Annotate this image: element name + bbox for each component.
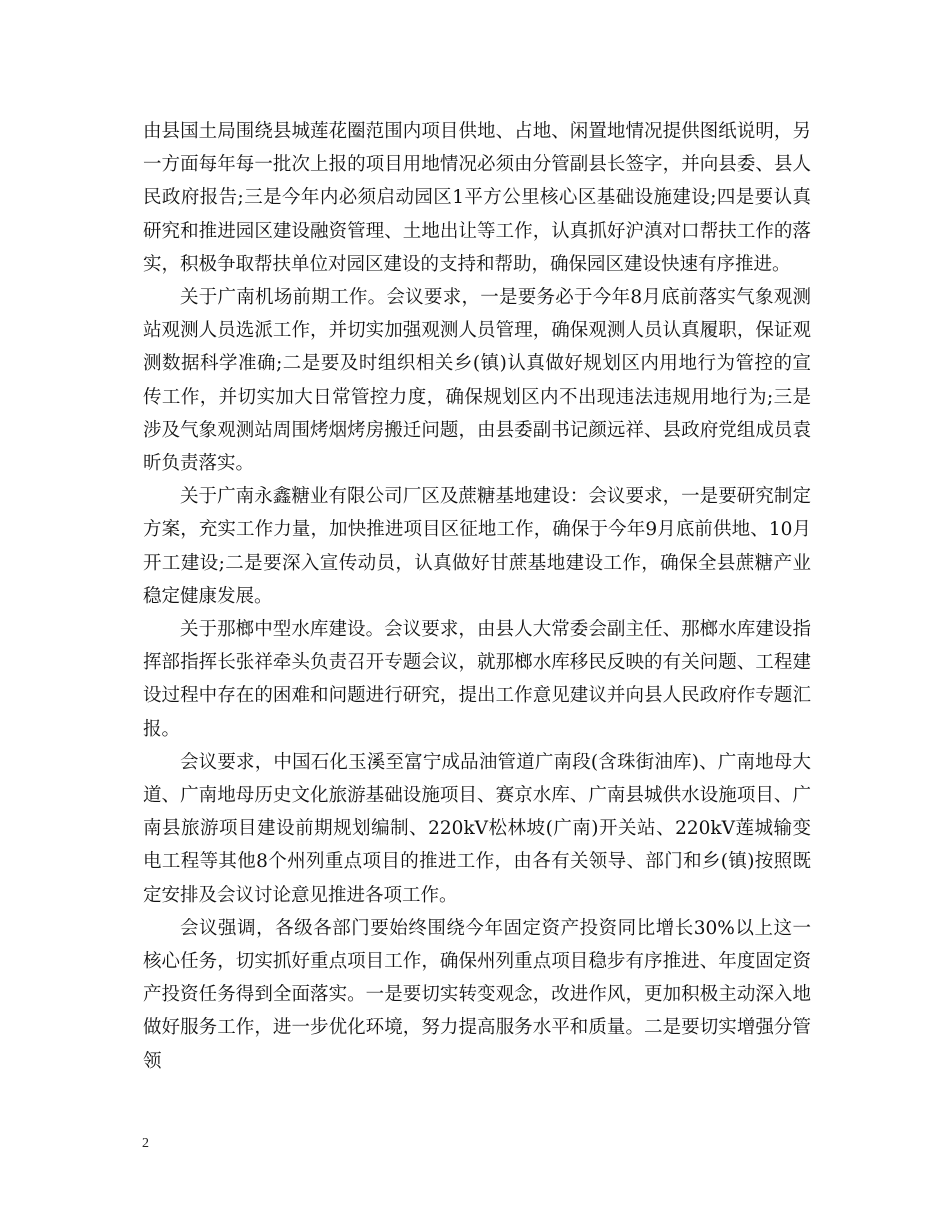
- paragraph-emphasis: 会议强调，各级各部门要始终围绕今年固定资产投资同比增长30%以上这一核心任务，切实抓好重点项目工作，确保州列重点项目稳步有序推进、年度固定资产投资任务得到全面落实。一是要切实转变观念，改进作风，更加积极主动深入地做好服务工作，进一步优化环境，努力提高服务水平和质量。二是要切实增强分管领: [143, 917, 811, 1072]
- paragraph-continuation: 由县国土局围绕县城莲花圈范围内项目供地、占地、闲置地情况提供图纸说明，另一方面每年每一批次上报的项目用地情况必须由分管副县长签字，并向县委、县人民政府报告;三是今年内必须启动园区1平方公里核心区基础设施建设;四是要认真研究和推进园区建设融资管理、土地出让等工作，认真抓好沪滇对口帮扶工作的落实，积极争取帮扶单位对园区建设的支持和帮助，确保园区建设快速有序推进。: [143, 121, 811, 275]
- document-body: [143, 115, 811, 1078]
- paragraph-key-projects: 会议要求，中国石化玉溪至富宁成品油管道广南段(含珠街油库)、广南地母大道、广南地母历史文化旅游基础设施项目、赛京水库、广南县城供水设施项目、广南县旅游项目建设前期规划编制、220kV松林坡(广南)开关站、220kV莲城输变电工程等其他8个州列重点项目的推进工作，由各有关领导、部门和乡(镇)按照既定安排及会议讨论意见推进各项工作。: [143, 751, 811, 906]
- paragraph-reservoir: 关于那榔中型水库建设。会议要求，由县人大常委会副主任、那榔水库建设指挥部指挥长张祥牵头负责召开专题会议，就那榔水库移民反映的有关问题、工程建设过程中存在的困难和问题进行研究，提出工作意见建议并向县人民政府作专题汇报。: [143, 619, 811, 740]
- page-number: 2: [142, 1136, 149, 1151]
- paragraph-sugar: 关于广南永鑫糖业有限公司厂区及蔗糖基地建设：会议要求，一是要研究制定方案，充实工作力量，加快推进项目区征地工作，确保于今年9月底前供地、10月开工建设;二是要深入宣传动员，认真做好甘蔗基地建设工作，确保全县蔗糖产业稳定健康发展。: [143, 486, 811, 607]
- paragraph-airport: 关于广南机场前期工作。会议要求，一是要务必于今年8月底前落实气象观测站观测人员选派工作，并切实加强观测人员管理，确保观测人员认真履职，保证观测数据科学准确;二是要及时组织相关乡(镇)认真做好规划区内用地行为管控的宣传工作，并切实加大日常管控力度，确保规划区内不出现违法违规用地行为;三是涉及气象观测站周围烤烟烤房搬迁问题，由县委副书记颜远祥、县政府党组成员袁昕负责落实。: [143, 287, 811, 475]
